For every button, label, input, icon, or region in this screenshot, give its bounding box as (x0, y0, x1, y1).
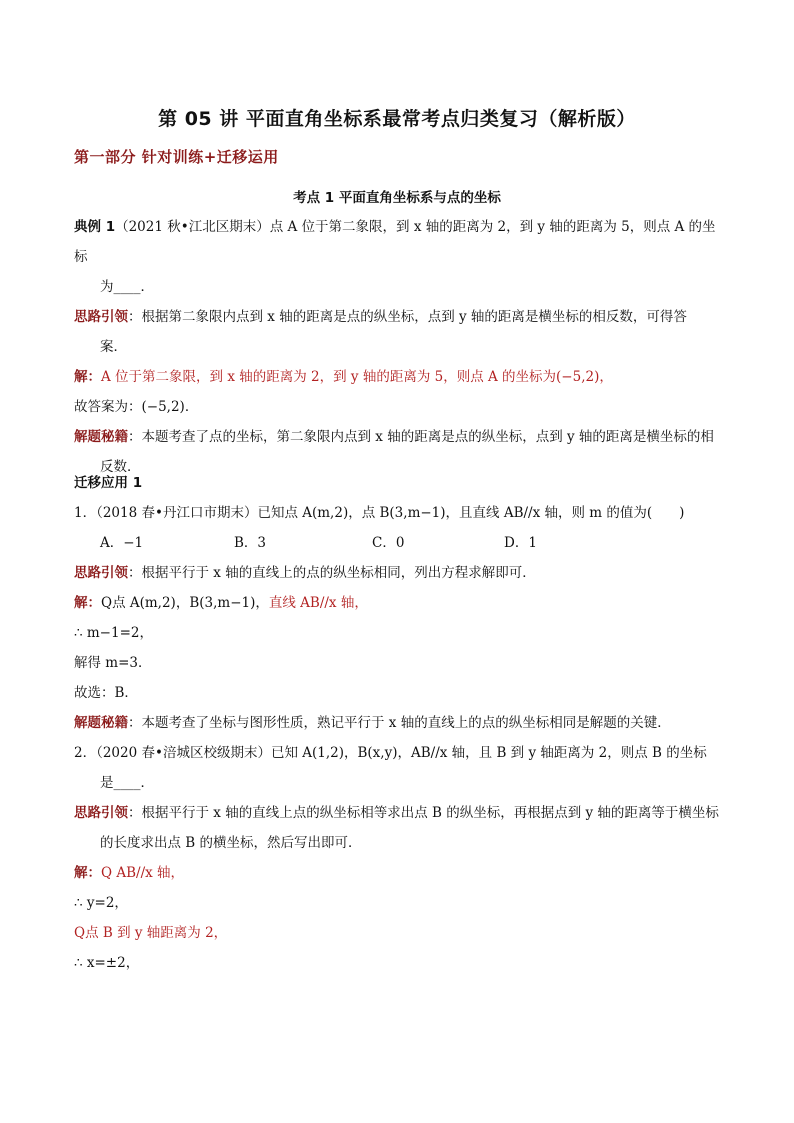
question-1-hint: 思路引领：根据平行于 x 轴的直线上的点的纵坐标相同，列出方程求解即可． (74, 565, 536, 581)
example-1-secret-cont: 反数． (100, 459, 141, 475)
question-2-hint-cont: 的长度求出点 B 的横坐标，然后写出即可． (100, 835, 362, 851)
question-2-solution: 解：Q AB//x 轴， (74, 865, 185, 881)
example-1-answer: 故答案为：(−5,2)． (74, 399, 199, 415)
question-1-step-2: 解得 m=3． (74, 655, 152, 671)
question-1-secret: 解题秘籍：本题考查了坐标与图形性质，熟记平行于 x 轴的直线上的点的纵坐标相同是解题的关键． (74, 715, 671, 731)
question-2-stem-cont: 是____． (100, 775, 154, 791)
transfer-heading: 迁移应用 1 (74, 475, 143, 491)
question-1-stem: 1．（2018 春•丹江口市期末）已知点 A(m,2)，点 B(3,m−1)，且直线 AB//x 轴，则 m 的值为( ) (74, 505, 685, 521)
transfer-section (74, 468, 724, 978)
example-1-hint: 思路引领：根据第二象限内点到 x 轴的距离是点的纵坐标，点到 y 轴的距离是横坐标的相反数，可得答 (74, 309, 687, 325)
option-b: B．3 (234, 535, 267, 551)
question-1-step-1: ∴ m−1=2， (74, 625, 153, 641)
secret-label: 解题秘籍 (74, 715, 128, 731)
question-2-hint: 思路引领：根据平行于 x 轴的直线上点的纵坐标相等求出点 B 的纵坐标，再根据点到 y 轴的距离等于横坐标 (74, 805, 719, 821)
question-2-step-1: ∴ y=2， (74, 895, 128, 911)
section-heading: 考点 1 平面直角坐标系与点的坐标 (293, 190, 501, 206)
question-2-step-3: ∴ x=±2， (74, 955, 140, 971)
option-c: C．0 (372, 535, 405, 551)
question-2-stem: 2．（2020 春•涪城区校级期末）已知 A(1,2)，B(x,y)，AB//x 轴，且 B 到 y 轴距离为 2，则点 B 的坐标 (74, 745, 707, 761)
example-1-stem-cont: 为____． (100, 279, 154, 295)
hint-label: 思路引领 (74, 805, 128, 821)
question-2-step-2: Q点 B 到 y 轴距离为 2， (74, 925, 228, 941)
example-1-hint-cont: 案． (100, 339, 127, 355)
hint-label: 思路引领 (74, 565, 128, 581)
question-1-solution: 解：Q点 A(m,2)，B(3,m−1)，直线 AB//x 轴， (74, 595, 368, 611)
solution-label: 解： (74, 865, 101, 881)
question-1-options (74, 528, 724, 558)
example-1 (74, 212, 724, 482)
solution-label: 解： (74, 369, 101, 385)
example-1-label: 典例 1 (74, 219, 116, 235)
solution-label: 解： (74, 595, 101, 611)
question-1-choice: 故选：B． (74, 685, 138, 701)
part-heading: 第一部分 针对训练+迁移运用 (74, 148, 279, 166)
hint-label: 思路引领 (74, 309, 128, 325)
example-1-secret: 解题秘籍：本题考查了点的坐标，第二象限内点到 x 轴的距离是点的纵坐标，点到 y 轴的距离是横坐标的相 (74, 429, 714, 445)
example-1-solution: 解：A 位于第二象限，到 x 轴的距离为 2，到 y 轴的距离为 5，则点 A 的坐标为(−5,2)， (74, 369, 613, 385)
secret-label: 解题秘籍 (74, 429, 128, 445)
option-d: D．1 (504, 535, 537, 551)
option-a: A．−1 (100, 535, 144, 551)
page-title: 第 05 讲 平面直角坐标系最常考点归类复习（解析版） (158, 108, 636, 130)
example-1-stem: 典例 1（2021 秋•江北区期末）点 A 位于第二象限，到 x 轴的距离为 2，到 y 轴的距离为 5，则点 A 的坐标 (74, 219, 716, 265)
